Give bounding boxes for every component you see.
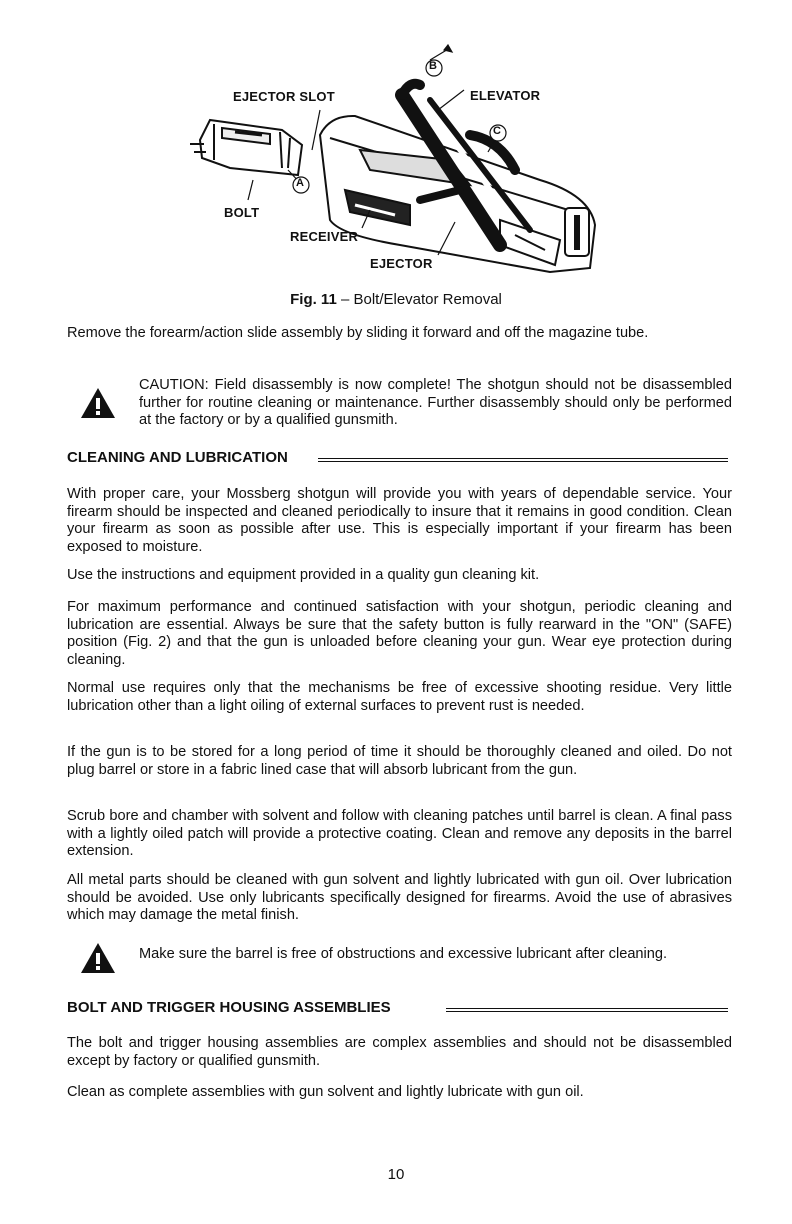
paragraph-remove-forearm: Remove the forearm/action slide assembly by sliding it forward and off the magazine tube.	[67, 325, 649, 341]
section-rule	[446, 1008, 728, 1012]
label-ejector: EJECTOR	[370, 256, 433, 271]
paragraph-scrub-bore: Scrub bore and chamber with solvent and follow with cleaning patches until barrel is clean. A final pass with a lightly oiled patch will provide a protective coating. Clean and remove any deposits in the barrel extension.	[67, 808, 732, 859]
receiver-illustration	[170, 40, 620, 285]
paragraph-storage: If the gun is to be stored for a long period of time it should be thoroughly cleaned and oiled. Do not plug barrel or store in a fabric lined case that will absorb lubricant from the gun.	[67, 744, 732, 778]
label-receiver: RECEIVER	[290, 229, 359, 244]
page-number: 10	[387, 1166, 405, 1183]
label-ejector-slot: EJECTOR SLOT	[233, 89, 335, 104]
figure-caption-number: Fig. 11	[290, 291, 337, 308]
warning-barrel-obstructions: Make sure the barrel is free of obstructions and excessive lubricant after cleaning.	[139, 946, 668, 962]
section-title-cleaning: CLEANING AND LUBRICATION	[67, 449, 288, 466]
bolt-drawing	[190, 120, 302, 175]
paragraph-metal-parts: All metal parts should be cleaned with gun solvent and lightly lubricated with gun oil. Over lubrication should be avoided. Use only lubricants specifically designed for firearms. Avoid the use of abrasives which may damage the metal finish.	[67, 872, 732, 923]
paragraph-maximum-performance: For maximum performance and continued satisfaction with your shotgun, periodic cleaning and lubrication are essential. Always be sure that the safety button is fully rearward in the "ON" (SAFE) position (Fig. 2) and that the gun is unloaded before cleaning your gun. Wear eye protection during cleaning.	[67, 599, 732, 668]
paragraph-proper-care: With proper care, your Mossberg shotgun will provide you with years of dependable service. Your firearm should be inspected and cleaned periodically to insure that it remains in good condition. Clean your firearm as soon as possible after use. This is especially important if your firearm has been exposed to moisture.	[67, 486, 732, 555]
section-title-bolt-trigger: BOLT AND TRIGGER HOUSING ASSEMBLIES	[67, 999, 391, 1016]
warning-triangle-icon	[80, 387, 116, 419]
label-elevator: ELEVATOR	[470, 88, 541, 103]
paragraph-instructions: Use the instructions and equipment provided in a quality gun cleaning kit.	[67, 567, 540, 583]
caution-field-disassembly: CAUTION: Field disassembly is now complete! The shotgun should not be disassembled further for routine cleaning or maintenance. Further disassembly should only be performed at the factory or by a qualified gunsmith.	[139, 377, 732, 428]
figure-bolt-elevator	[170, 40, 620, 285]
section-heading-cleaning	[67, 449, 732, 471]
paragraph-normal-use: Normal use requires only that the mechanisms be free of excessive shooting residue. Very little lubrication other than a light oiling of external surfaces to prevent rust is needed.	[67, 680, 732, 714]
callout-a-label: A	[296, 177, 305, 189]
label-bolt: BOLT	[224, 205, 260, 220]
paragraph-bolt-trigger: The bolt and trigger housing assemblies are complex assemblies and should not be disassembled except by factory or qualified gunsmith.	[67, 1035, 732, 1069]
section-heading-bolt-trigger	[67, 999, 732, 1021]
paragraph-clean-assemblies: Clean as complete assemblies with gun solvent and lightly lubricate with gun oil.	[67, 1084, 584, 1100]
figure-caption	[0, 291, 792, 308]
section-rule	[318, 458, 728, 462]
figure-caption-text: – Bolt/Elevator Removal	[336, 291, 502, 308]
callout-b-label: B	[429, 60, 438, 72]
callout-c-label: C	[493, 125, 502, 137]
warning-triangle-icon	[80, 942, 116, 974]
